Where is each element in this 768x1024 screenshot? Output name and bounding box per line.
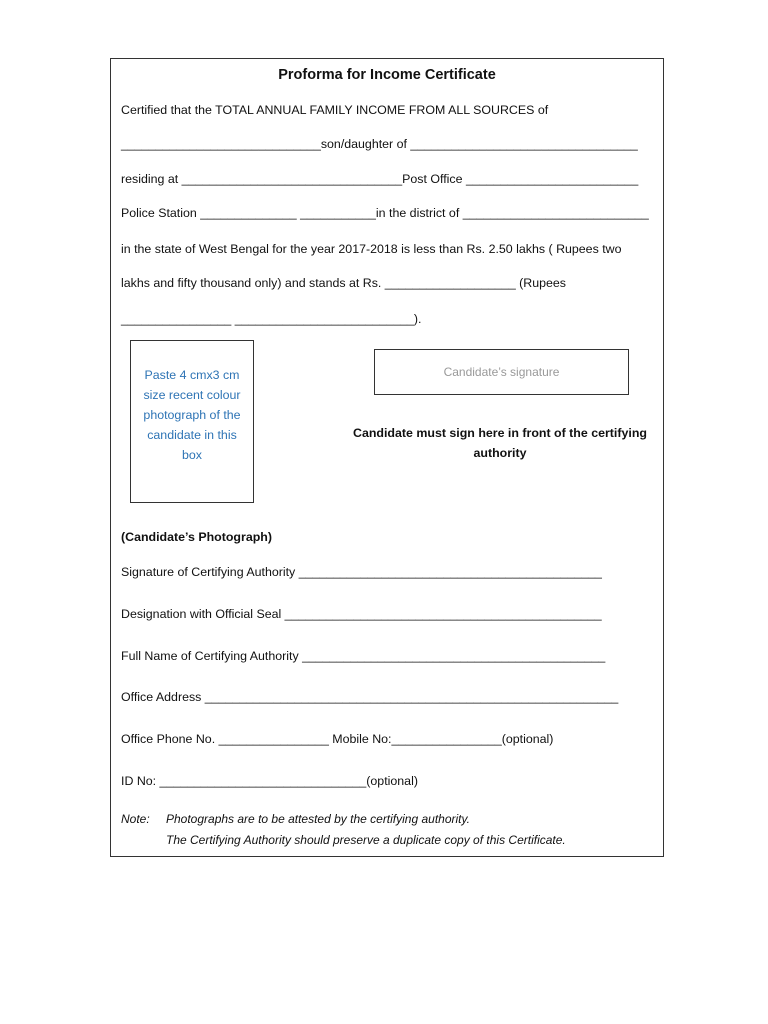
note-line-1: Photographs are to be attested by the certifying authority. [166, 812, 470, 826]
office-address-field: Office Address ____________________________________________________________ [121, 690, 619, 704]
note-row-2 [121, 834, 566, 846]
candidate-signature-label: Candidate’s signature [443, 365, 560, 379]
certification-line-2: _____________________________son/daughter of _________________________________ [121, 137, 638, 151]
authority-signature-field: Signature of Certifying Authority ____________________________________________ [121, 565, 602, 579]
photo-box [130, 340, 254, 503]
certification-line-3: residing at ________________________________Post Office _________________________ [121, 172, 639, 186]
certification-line-7: ________________ __________________________). [121, 312, 422, 326]
id-field: ID No: ______________________________(optional) [121, 774, 418, 788]
certification-line-5: in the state of West Bengal for the year 2017-2018 is less than Rs. 2.50 lakhs ( Rupees two [121, 242, 622, 256]
note-label: Note: [121, 812, 150, 826]
form-title: Proforma for Income Certificate [278, 67, 496, 83]
photo-caption: (Candidate’s Photograph) [121, 530, 272, 544]
certification-line-1: Certified that the TOTAL ANNUAL FAMILY INCOME FROM ALL SOURCES of [121, 103, 549, 117]
designation-field: Designation with Official Seal ______________________________________________ [121, 607, 602, 621]
note-line-2: The Certifying Authority should preserve a duplicate copy of this Certificate. [166, 833, 566, 847]
photo-box-instruction: Paste 4 cmx3 cm size recent colour photograph of the candidate in this box [143, 368, 241, 462]
certification-line-6: lakhs and fifty thousand only) and stands at Rs. ___________________ (Rupees [121, 276, 567, 290]
candidate-signature-box [374, 349, 629, 395]
certification-line-4: Police Station ______________ ___________in the district of ___________________________ [121, 206, 649, 220]
signature-instruction: Candidate must sign here in front of the certifying authority [353, 426, 647, 460]
phone-field: Office Phone No. ________________ Mobile No:________________(optional) [121, 732, 554, 746]
authority-name-field: Full Name of Certifying Authority ____________________________________________ [121, 649, 606, 663]
note-row-1 [121, 813, 470, 825]
